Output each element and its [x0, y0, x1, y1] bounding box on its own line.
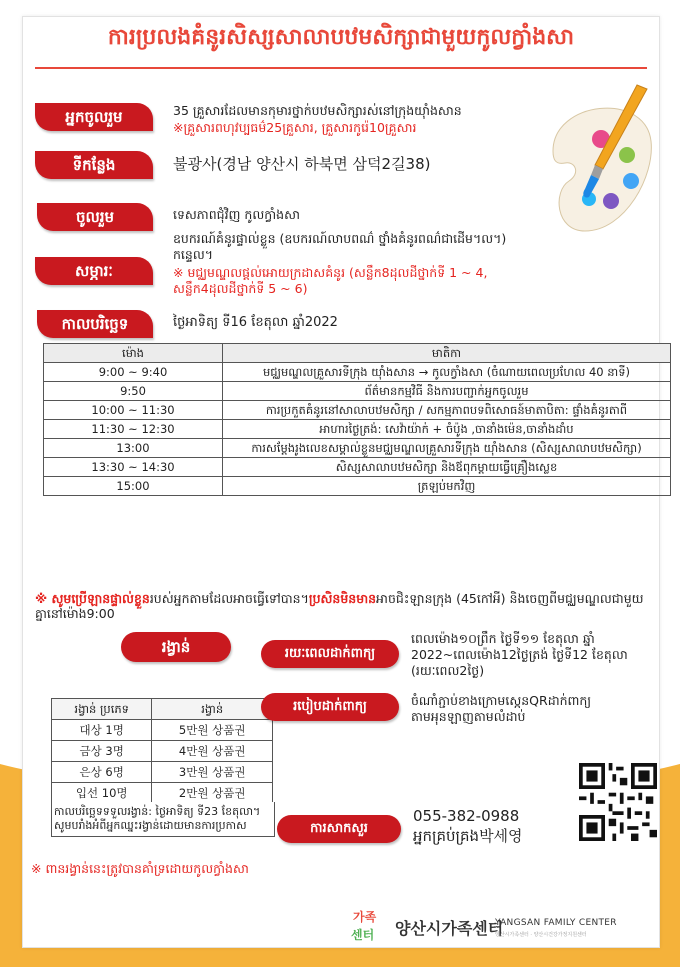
footer-note: ※ ពានរង្វាន់នេះត្រូវបានគាំទ្រដោយកូលក្វាំងសា	[31, 861, 249, 876]
table-row	[44, 477, 671, 496]
schedule-time: 15:00	[44, 477, 223, 496]
table-row	[52, 783, 273, 804]
materials-line1: ឧបករណ៍គំនូរផ្ទាល់ខ្លួន (ឧបករណ៍លាបពណ៌ ថ្នាំងគំនូរពណ៌ជាដើម។ល។)	[173, 231, 507, 246]
schedule-activity: ត្រឡប់មកវិញ	[223, 477, 671, 496]
poster	[22, 16, 660, 948]
paint-dot-purple	[603, 193, 619, 209]
logo-mark-top: 가족	[353, 910, 377, 924]
table-row	[44, 439, 671, 458]
materials-line2: កន្ទេល។	[173, 247, 213, 262]
transport-note-part4: អាចជិះឡានក្រុង (45កៅអី) និងចេញពីមជ្ឈមណ្ឌលជាមួយគ្នានៅម៉ោង9:00	[35, 591, 644, 621]
table-row	[44, 401, 671, 420]
schedule-time: 9:00 ~ 9:40	[44, 363, 223, 382]
prize-note: កាលបរិច្ឆេទទទួលរង្វាន់: ថ្ងៃអាទិត្យ ទី23 ខែតុលា។ សូមបរាំងអំពីអ្នកឈ្នះរង្វាន់ដោយមានការប្រកាស	[51, 802, 275, 837]
logo-english: YANGSAN FAMILY CENTER	[495, 918, 617, 928]
schedule-activity: ការប្រកួតគំនូរនៅសាលាបឋមសិក្សា / សកម្មភាពបទពិសោធន៍មាតាបិតា: ផ្ទាំងគំនូរតាពី	[223, 401, 671, 420]
contact-person: អ្នកគ្រប់គ្រង박세영	[413, 827, 523, 845]
table-row	[44, 420, 671, 439]
table-row	[52, 720, 273, 741]
prize-header-reward: រង្វាន់	[152, 699, 273, 720]
schedule-time: 10:00 ~ 11:30	[44, 401, 223, 420]
event-date: ថ្ងៃអាទិត្យ ទី16 ខែតុលា ឆ្នាំ2022	[173, 315, 338, 330]
materials-note1: ※ មជ្ឈមណ្ឌលផ្ដល់អោយក្រដាសគំនូរ (សន្លឹក8ដុលដីថ្នាក់ទី 1 ~ 4,	[173, 265, 488, 280]
transport-note-part3: ប្រសិនមិនមាន	[308, 591, 377, 606]
family-center-logo-icon	[345, 905, 385, 949]
prize-rank: 입선 10명	[52, 783, 152, 804]
participants-text: 35 គ្រួសារដែលមានកុមារថ្នាក់បឋមសិក្សារស់នៅក្រុងយ៉ាំងសាន	[173, 103, 462, 118]
table-row	[44, 363, 671, 382]
contact-phone[interactable]: 055-382-0988	[413, 807, 520, 825]
table-row	[52, 762, 273, 783]
schedule-time: 9:50	[44, 382, 223, 401]
table-row	[44, 458, 671, 477]
prize-rank: 금상 3명	[52, 741, 152, 762]
schedule-header-time: ម៉ោង	[44, 344, 223, 363]
paint-dot-green	[619, 147, 635, 163]
application-method-value: ចំណាំភ្ជាប់ខាងក្រោមស្កេនQRដាក់ពាក្យតាមអុនឡាញតាមលំដាប់	[411, 693, 592, 724]
contact-label: ការសាកសួរ	[277, 815, 401, 843]
prize-reward: 3만원 상품권	[152, 762, 273, 783]
schedule-activity: សិស្សសាលាបឋមសិក្សា និងឪពុកម្ដាយធ្វើគ្រឿងស្លេខ	[223, 458, 671, 477]
schedule-activity: អាហារថ្ងៃត្រង់: សេវ៉ាយ៉ាក់ + ចំប៉ូង ,ចានាំងម៉េន,ចានាំងដាំប	[223, 420, 671, 439]
prize-table	[51, 698, 273, 804]
logo-korean: 양산시가족센터	[395, 919, 504, 938]
prize-reward: 5만원 상품권	[152, 720, 273, 741]
place-label: ទីកន្លែង	[35, 151, 153, 179]
transport-note-part2: របស់អ្នកតាមដែលអាចធ្វើទៅបាន។	[149, 591, 309, 606]
application-period-label: រយៈពេលដាក់ពាក្យ	[261, 640, 399, 668]
schedule-activity: មជ្ឈមណ្ឌលគ្រួសារទីក្រុង យ៉ាំងសាន → កូលក្វាំងសា (ចំណាយពេលប្រហែល 40 នាទី)	[223, 363, 671, 382]
participants-note: ※គ្រួសារពហុវប្បធម៌25គ្រួសារ, គ្រួសារកូរ៉េ10គ្រួសារ	[173, 120, 417, 135]
schedule-table	[43, 343, 671, 496]
join-label: ចូលរួម	[37, 203, 153, 231]
application-period-value: ពេលម៉ោង១០ព្រឹក ថ្ងៃទី១១ ខែតុលា ឆ្នាំ 2022~ពេលម៉ោង12ថ្ងៃត្រង់ ថ្ងៃទី12 ខែតុលា (រយៈពេល2ថ្ងៃ)	[411, 631, 628, 678]
table-row	[44, 382, 671, 401]
prize-rank: 은상 6명	[52, 762, 152, 783]
schedule-time: 11:30 ~ 12:30	[44, 420, 223, 439]
logo-english-small: 양산시가족센터 · 양산시건강가정지원센터	[495, 932, 587, 938]
schedule-time: 13:00	[44, 439, 223, 458]
prize-rank: 대상 1명	[52, 720, 152, 741]
title-divider	[35, 67, 647, 69]
schedule-time: 13:30 ~ 14:30	[44, 458, 223, 477]
paint-dot-blue	[623, 173, 639, 189]
join-value: ទេសភាពជុំវិញ កូលក្វាំងសា	[173, 207, 300, 222]
poster-title: ការប្រលងគំនូរសិស្សសាលាបឋមសិក្សាជាមួយកូលក្វាំងសា	[107, 25, 575, 50]
prize-reward: 2만원 상품권	[152, 783, 273, 804]
prize-reward: 4만원 상품권	[152, 741, 273, 762]
schedule-activity: ការសម្ដែងរូងលេខសម្គាល់ខ្លួនមជ្ឈមណ្ឌលគ្រួសារទីក្រុង យ៉ាំងសាន (សិស្សសាលាបឋមសិក្សា)	[223, 439, 671, 458]
transport-note-part1: ※ សូមប្រើឡានផ្ទាល់ខ្លួន	[35, 591, 150, 606]
table-row	[52, 741, 273, 762]
prize-header-rank: រង្វាន់ ប្រភេទ	[52, 699, 152, 720]
materials-label: សម្ភារៈ	[35, 257, 153, 285]
place-value: 불광사(경남 양산시 하북면 삼덕2길38)	[173, 155, 431, 173]
schedule-label: កាលបរិច្ឆេទ	[37, 310, 153, 338]
participants-label: អ្នកចូលរួម	[35, 103, 153, 131]
materials-note2: សន្លឹក4ដុលដីថ្នាក់ទី 5 ~ 6)	[173, 281, 308, 296]
transport-note	[35, 591, 651, 621]
logo-mark-bottom: 센터	[351, 928, 375, 942]
schedule-header-activity: មាតិកា	[223, 344, 671, 363]
application-method-label: របៀបដាក់ពាក្យ	[261, 693, 399, 721]
prize-label: រង្វាន់	[121, 632, 231, 662]
schedule-activity: ព័ត៌មានកម្មវិធី និងការបញ្ជាក់អ្នកចូលរួម	[223, 382, 671, 401]
